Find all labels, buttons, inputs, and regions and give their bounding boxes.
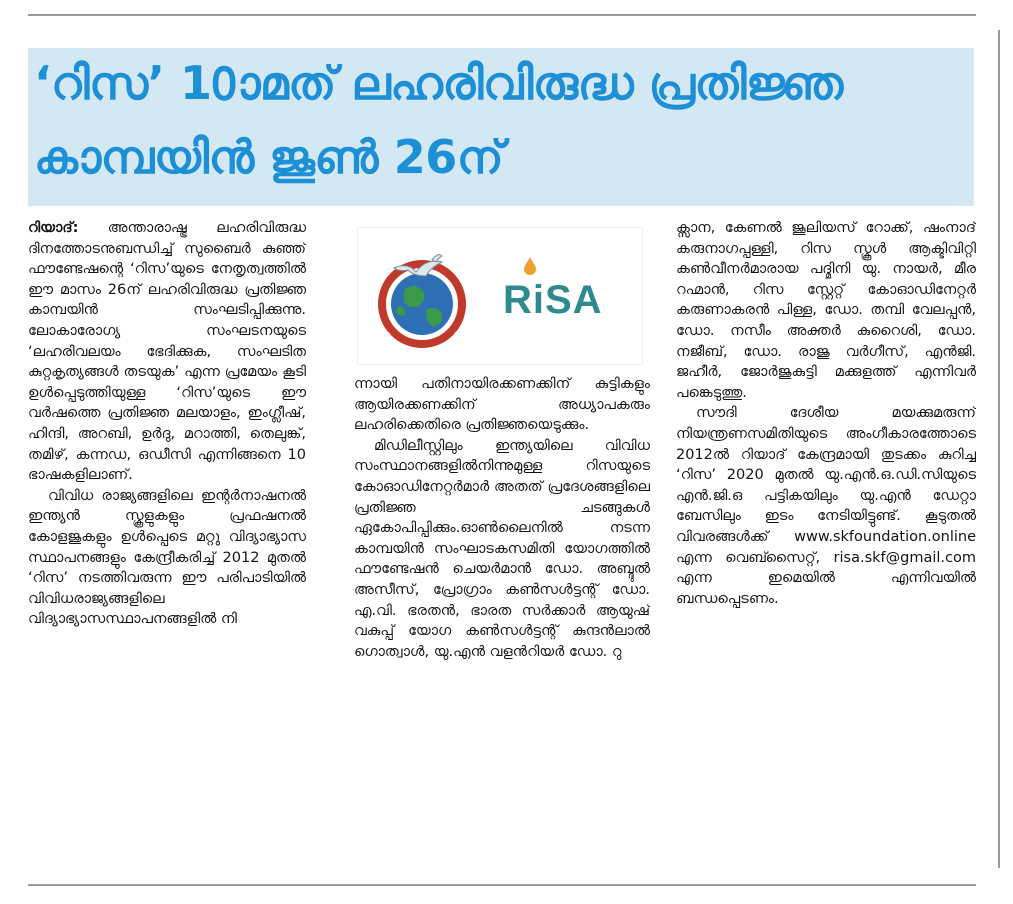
headline-band	[28, 48, 974, 206]
paragraph-text: അന്താരാഷ്ട്ര ലഹരിവിരുദ്ധ ദിനത്തോടനുബന്ധിച്ച് സുബൈർ കുഞ്ഞ് ഫൗണ്ടേഷന്റെ ‘റിസ’യുടെ നേതൃത്വത്തിൽ ഈ മാസം 26ന് ലഹരിവിരുദ്ധ പ്രതിജ്ഞ കാമ്പയിൻ സംഘടിപ്പിക്കുന്നു. ലോകാരോഗ്യ സംഘടനയുടെ ‘ലഹരിവലയം ഭേദിക്കുക, സംഘടിത കുറ്റകൃത്യങ്ങൾ തടയുക’ എന്ന പ്രമേയം കൂടി ഉൾപ്പെടുത്തിയുള്ള ‘റിസ’യുടെ ഈ വർഷത്തെ പ്രതിജ്ഞ മലയാളം, ഇംഗ്ലീഷ്, ഹിന്ദി, അറബി, ഉർദു, മറാത്തി, തെലുങ്ക്, തമിഴ്, കന്നഡ, ഒഡീസി എന്നിങ്ങനെ 10 ഭാഷകളിലാണ്.	[28, 220, 306, 484]
logo-image	[358, 228, 642, 364]
article-paragraph: മിഡിലീസ്റ്റിലും ഇന്ത്യയിലെ വിവിധ സംസ്ഥാനങ്ങളിൽനിന്നുമുള്ള റിസയുടെ കോഓഡിനേറ്റർമാർ അതത് പ്രദേശങ്ങളിലെ പ്രതിജ്ഞ ചടങ്ങുകൾ ഏകോപിപ്പിക്കും.ഓൺലൈനിൽ നടന്ന കാമ്പയിൻ സംഘാടകസമിതി യോഗത്തിൽ ഫൗണ്ടേഷൻ ചെയർമാൻ ഡോ. അബ്ദുൽ അസീസ്, പ്രോഗ്രാം കൺസൾട്ടന്റ് ഡോ. എ.വി. ഭരതൻ, ഭാരത സർക്കാർ ആയുഷ് വകുപ്പ് യോഗ കൺസൾട്ടന്റ് കുന്ദൻലാൽ ഗൊത്വാൾ, യു.എൻ വളൻറിയർ ഡോ. റു	[354, 437, 650, 660]
article-paragraph: ന്നായി പതിനായിരക്കണക്കിന് കുട്ടികളും ആയിരക്കണക്കിന് അധ്യാപകരും ലഹരിക്കെതിരെ പ്രതിജ്ഞയെടുക്കും.	[354, 376, 650, 434]
risa-logo-text: RiSA	[503, 278, 603, 322]
article-column-2	[354, 374, 650, 858]
globe-dove-icon	[374, 240, 470, 350]
article-column-1	[28, 218, 306, 858]
article-paragraph	[28, 218, 306, 486]
headline-line-1: ‘റിസ’ 10ാമത് ലഹരിവിരുദ്ധ പ്രതിജ്ഞ	[34, 56, 843, 110]
column-divider	[998, 30, 1000, 868]
article-paragraph: വിവിധ രാജ്യങ്ങളിലെ ഇന്റർനാഷനൽ ഇന്ത്യൻ സ്കൂളുകളും പ്രഫഷനൽ കോളജുകളും ഉൾപ്പെടെ മറ്റു വിദ്യാഭ്യാസ സ്ഥാപനങ്ങളും കേന്ദ്രീകരിച്ച് 2012 മുതൽ ‘റിസ’ നടത്തിവരുന്ന ഈ പരിപാടിയിൽ വിവിധരാജ്യങ്ങളിലെ വിദ്യാഭ്യാസസ്ഥാപനങ്ങളിൽ നി	[28, 487, 306, 628]
dateline: റിയാദ്:	[28, 220, 79, 236]
article-column-3	[676, 218, 976, 858]
article-paragraph: സൗദി ദേശീയ മയക്കുമരുന്ന് നിയന്ത്രണസമിതിയുടെ അംഗീകാരത്തോടെ 2012ൽ റിയാദ് കേന്ദ്രമായി തുടക്കം കുറിച്ച ‘റിസ’ 2020 മുതൽ യു.എൻ.ഒ.ഡി.സിയുടെ എൻ.ജി.ഒ പട്ടികയിലും യു.എൻ ഡേറ്റാ ബേസിലും ഇടം നേടിയിട്ടുണ്ട്. കൂടുതൽ വിവരങ്ങൾക്ക് www.skfoundation.online എന്ന വെബ്സൈറ്റ്, risa.skf@gmail.com എന്ന ഇമെയിൽ എന്നിവയിൽ ബന്ധപ്പെടണം.	[676, 405, 976, 607]
article-paragraph: ക്സാന, കേണൽ ജൂലിയസ് റോക്ക്, ഷംനാദ് കരുനാഗപ്പള്ളി, റിസ സ്കൂൾ ആക്ടിവിറ്റി കൺവീനർമാരായ പദ്മിനി യു. നായർ, മീര റഹ്മാൻ, റിസ സ്റ്റേറ്റ് കോഓഡിനേറ്റർ കരുണാകരൻ പിള്ള, ഡോ. തമ്പി വേലപ്പൻ, ഡോ. നസീം അക്തർ കുറൈശി, ഡോ. നജീബ്, ഡോ. രാജു വർഗീസ്, എൻജി. ജഹീർ, ജോർജുകുട്ടി മക്കുളത്ത് എന്നിവർ പങ്കെടുത്തു.	[676, 220, 976, 401]
headline-line-2: കാമ്പയിൻ ജൂൺ 26ന്	[34, 130, 504, 184]
bottom-rule	[28, 884, 976, 886]
water-drop-icon	[523, 256, 537, 276]
top-rule	[28, 14, 976, 16]
